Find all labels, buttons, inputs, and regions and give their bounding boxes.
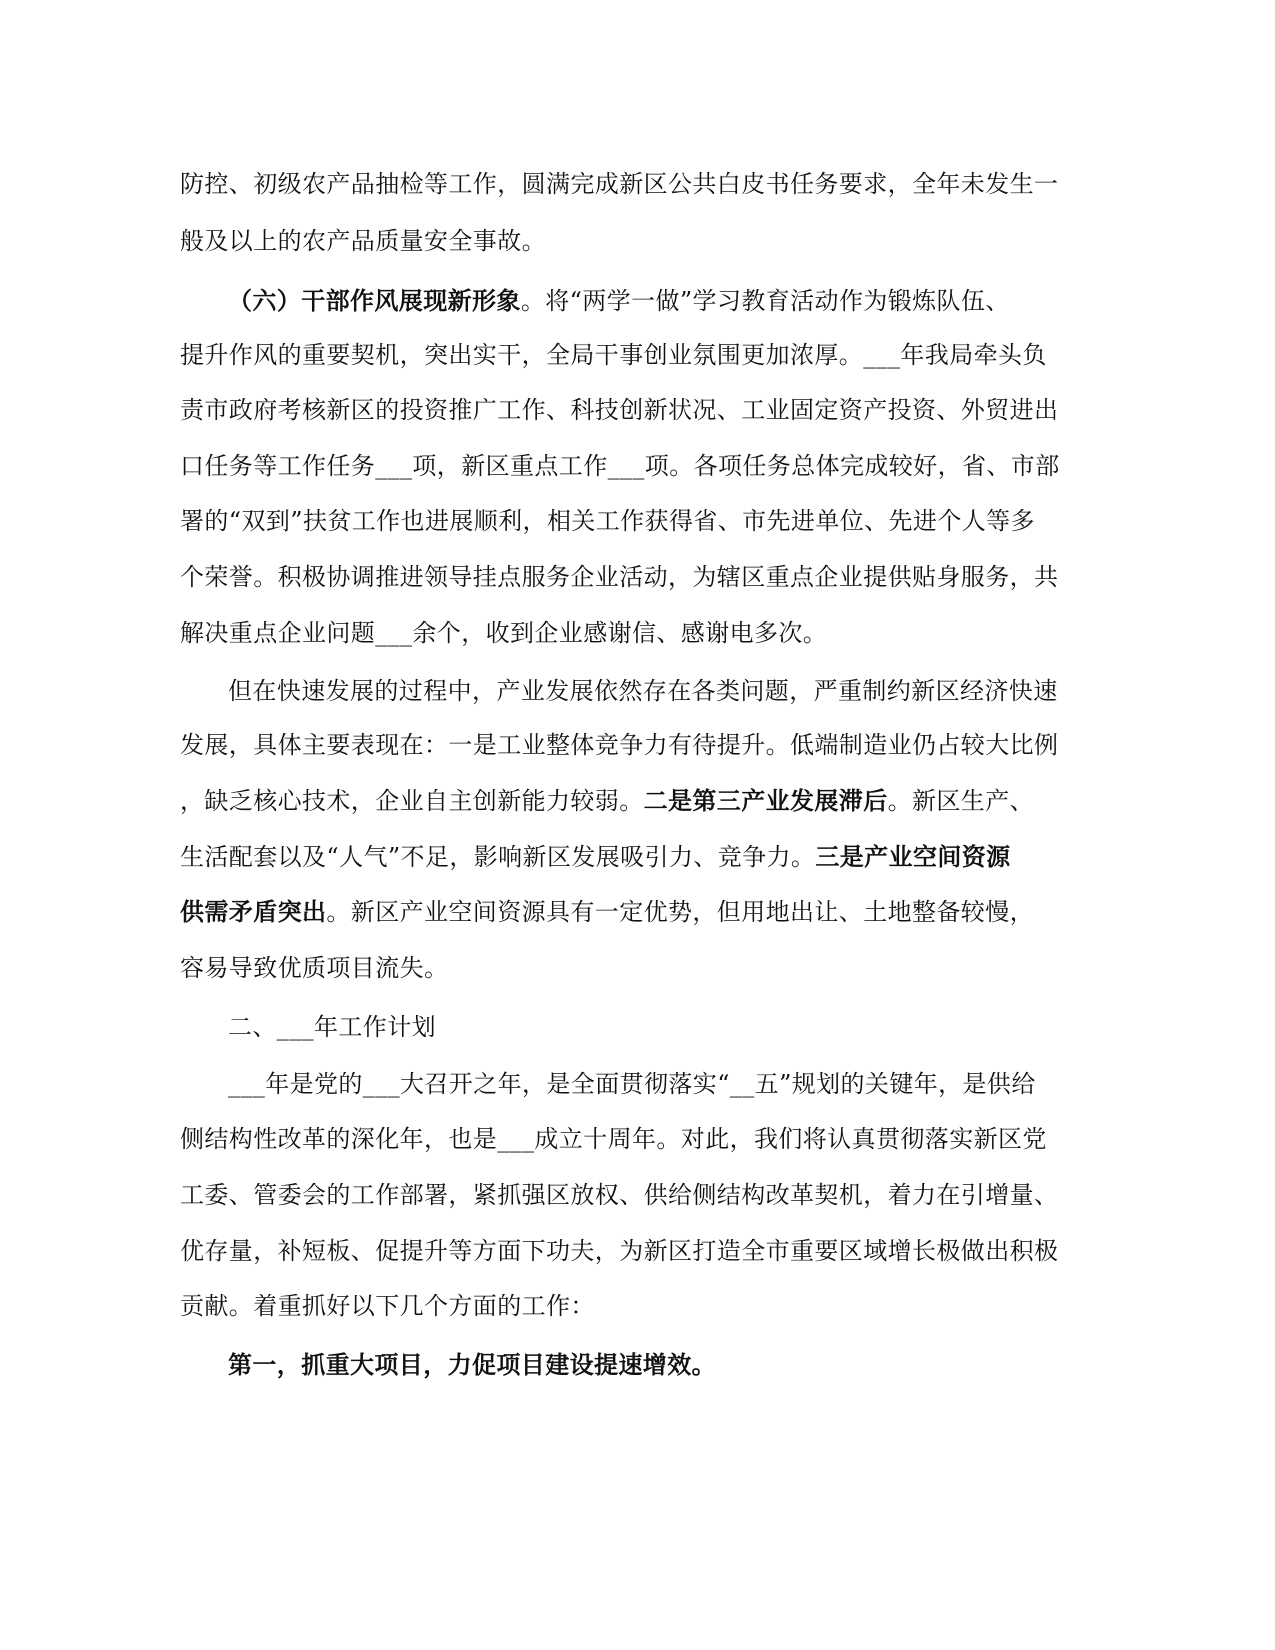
text-span: 工委、管委会的工作部署，紧抓强区放权、供给侧结构改革契机，着力在引增量、 [180,1181,1059,1209]
subsection-heading [228,1350,716,1381]
text-line [180,1183,1058,1211]
text-span: 发展，具体主要表现在：一是工业整体竞争力有待提升。低端制造业仍占较大比例 [180,731,1059,759]
text-span: 二、___年工作计划 [228,1013,436,1041]
text-span: 解决重点企业问题___余个，收到企业感谢信、感谢电多次。 [180,619,828,647]
text-line [180,842,1011,873]
bold-phrase: 二是第三产业发展滞后 [643,786,888,815]
text-span: 侧结构性改革的深化年，也是___成立十周年。对此，我们将认真贯彻落实新区党 [180,1125,1047,1153]
text-span: 。新区生产、 [887,787,1035,815]
text-span: 般及以上的农产品质量安全事故。 [180,227,546,255]
text-line [180,509,1035,537]
text-span: 防控、初级农产品抽检等工作，圆满完成新区公共白皮书任务要求，全年未发生一 [180,170,1059,198]
text-span: 。将“两学一做”学习教育活动作为锻炼队伍、 [520,287,1010,315]
text-span: 个荣誉。积极协调推进领导挂点服务企业活动，为辖区重点企业提供贴身服务，共 [180,563,1059,591]
text-line [180,229,546,257]
text-line [180,1127,1047,1155]
text-line [180,897,1035,928]
section-heading [228,1015,436,1043]
section-heading-line [228,286,1010,317]
section-heading: （六）干部作风展现新形象 [228,286,521,315]
text-line [228,1072,1036,1100]
text-line [180,1239,1058,1267]
text-line [180,733,1058,761]
text-line [180,786,1035,817]
text-span: 生活配套以及“人气”不足，影响新区发展吸引力、竞争力。 [180,843,816,871]
text-span: ___年是党的___大召开之年，是全面贯彻落实“__五”规划的关键年，是供给 [228,1070,1036,1098]
text-line [180,956,448,984]
text-line [180,454,1060,482]
text-span: 但在快速发展的过程中，产业发展依然存在各类问题，严重制约新区经济快速 [228,677,1058,705]
bold-phrase: 三是产业空间资源 [815,842,1011,871]
text-span: 第一，抓重大项目，力促项目建设提速增效。 [228,1350,716,1379]
text-span: 提升作风的重要契机，突出实干，全局干事创业氛围更加浓厚。___年我局牵头负 [180,341,1047,369]
text-span: 贡献。着重抓好以下几个方面的工作： [180,1292,595,1320]
text-span: ，缺乏核心技术，企业自主创新能力较弱。 [180,787,644,815]
text-span: 。新区产业空间资源具有一定优势，但用地出让、土地整备较慢， [326,898,1035,926]
text-span: 责市政府考核新区的投资推广工作、科技创新状况、工业固定资产投资、外贸进出 [180,396,1059,424]
text-line [228,679,1058,707]
text-span: 优存量，补短板、促提升等方面下功夫，为新区打造全市重要区域增长极做出积极 [180,1237,1059,1265]
text-line [180,1294,595,1322]
text-line [180,621,827,649]
text-line [180,398,1058,426]
bold-phrase: 供需矛盾突出 [180,897,327,926]
text-span: 容易导致优质项目流失。 [180,954,449,982]
text-span: 口任务等工作任务___项，新区重点工作___项。各项任务总体完成较好，省、市部 [180,452,1060,480]
text-line [180,565,1058,593]
text-line [180,172,1058,200]
text-span: 署的“双到”扶贫工作也进展顺利，相关工作获得省、市先进单位、先进个人等多 [180,507,1035,535]
text-line [180,343,1047,371]
